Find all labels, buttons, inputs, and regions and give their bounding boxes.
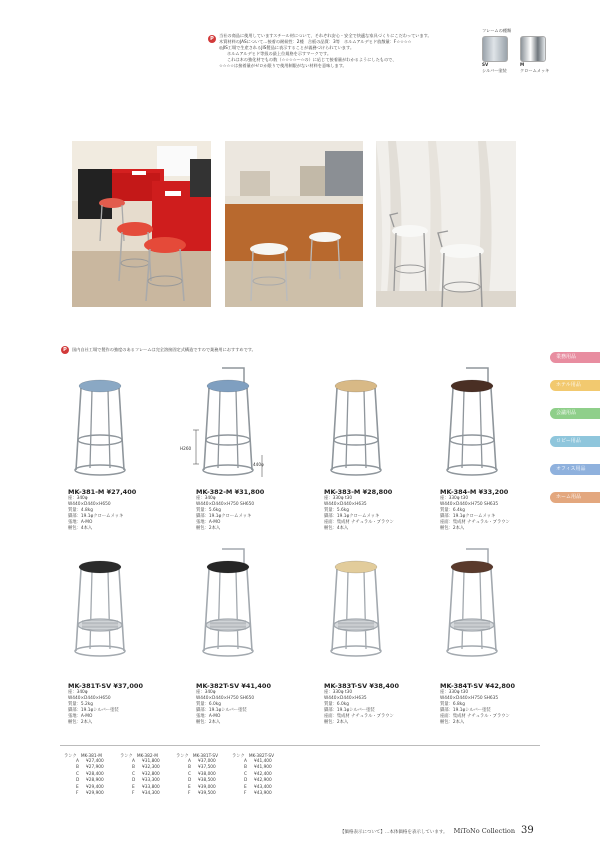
- product-spec: 脚部：19.1φクロームメッキ: [324, 514, 380, 519]
- rank-grade: C: [188, 771, 192, 777]
- product-name: MK-382-M ¥31,800: [196, 488, 265, 496]
- product-spec: 質量：6.0kg: [196, 702, 221, 707]
- product-spec: 座：330φ t30: [440, 496, 469, 501]
- footer: [340, 825, 550, 836]
- rank-model: MK-382T-SV: [248, 754, 275, 759]
- stool-image: [193, 545, 263, 667]
- rank-row: [120, 791, 160, 797]
- rank-model: MK-381T-SV: [192, 754, 219, 759]
- product-spec: 質量：6.8kg: [440, 702, 465, 707]
- rank-grade: D: [76, 778, 80, 784]
- product-spec: 張地：A-MO: [68, 520, 93, 525]
- rank-grade: A: [188, 759, 191, 764]
- product-name: MK-382T-SV ¥41,400: [196, 682, 271, 690]
- product-spec: W440×D440×H650: [68, 696, 111, 701]
- side-tab[interactable]: オフィス用品: [550, 464, 600, 475]
- page-number: 39: [521, 825, 534, 836]
- product-name: MK-383T-SV ¥38,400: [324, 682, 399, 690]
- rank-grade: F: [76, 791, 79, 797]
- rank-price: ¥34,300: [142, 791, 160, 797]
- rank-table: [120, 753, 160, 797]
- note-icon: P: [61, 346, 69, 354]
- product-info: [324, 682, 399, 726]
- rank-divider: [60, 745, 540, 746]
- product-spec: 脚部：19.1φクロームメッキ: [440, 514, 496, 519]
- product-spec: 座：340φ: [196, 690, 216, 695]
- product-spec: 梱包：2本入: [324, 720, 349, 725]
- height-dimension-label: H260: [180, 446, 192, 451]
- rank-price: ¥38,500: [198, 778, 216, 784]
- product-spec: 脚部：19.1φシルバー塗装: [324, 708, 375, 713]
- rank-grade: B: [244, 765, 247, 771]
- product-spec: 座：330φ t30: [440, 690, 469, 695]
- frame-types-title: フレームの種類: [482, 28, 512, 33]
- product-name: MK-384T-SV ¥42,800: [440, 682, 515, 690]
- stool-image: [65, 559, 135, 667]
- rank-price: ¥31,800: [142, 759, 160, 764]
- product-spec: 脚部：19.1φクロームメッキ: [196, 514, 252, 519]
- rank-grade: B: [132, 765, 135, 771]
- product-info: [196, 488, 264, 532]
- product-spec: 座：340φ: [68, 690, 88, 695]
- rank-table: [232, 753, 274, 797]
- product-spec: W440×D440×H635: [324, 502, 367, 507]
- product-spec: 脚部：19.1φシルバー塗装: [68, 708, 119, 713]
- stool-image: [437, 364, 507, 486]
- footer-note: 【価格表示について】…本体価格を表示しています。: [340, 830, 448, 835]
- product-spec: 座面：集成材 ナチュラル・ブラウン: [440, 714, 510, 719]
- rank-model: MK-382-M: [136, 754, 158, 759]
- product-name: MK-383-M ¥28,800: [324, 488, 393, 496]
- rank-price: ¥33,800: [142, 784, 160, 790]
- header-note-line: ☆☆☆☆は接着量がゼロか限りで使用制限がない材料を意味します。: [219, 63, 347, 68]
- product-info: [440, 488, 510, 532]
- side-tab[interactable]: ホーム用品: [550, 492, 600, 503]
- side-tab[interactable]: ロビー用品: [550, 436, 600, 447]
- rank-price: ¥42,400: [254, 771, 272, 777]
- product-spec: 梱包：2本入: [196, 720, 221, 725]
- frame-type-m: [520, 36, 549, 74]
- product-spec: 張地：A-MO: [196, 714, 221, 719]
- product-spec: 質量：5.6kg: [196, 508, 221, 513]
- product-spec: 梱包：2本入: [68, 720, 93, 725]
- rank-price: ¥38,000: [198, 771, 216, 777]
- rank-grade: A: [244, 759, 247, 764]
- rank-model: MK-381-M: [80, 754, 102, 759]
- frame-type-code: M: [520, 62, 525, 67]
- rank-price: ¥27,400: [86, 759, 104, 764]
- product-spec: 梱包：2本入: [196, 526, 221, 531]
- product-spec: 質量：5.2kg: [68, 702, 93, 707]
- stool-image: [65, 378, 135, 486]
- footer-brand: MiToNo Collection: [453, 827, 516, 835]
- side-tabs: [550, 352, 600, 503]
- rank-label: ランク: [64, 754, 77, 759]
- product-spec: W440×D440×H750 SH635: [440, 502, 499, 507]
- header-note-line: ホルムアルデヒド等級の最上位規格を示すマークです。: [227, 51, 332, 56]
- rank-price: ¥29,900: [86, 791, 104, 797]
- product-spec: 梱包：4本入: [68, 526, 93, 531]
- frame-type-code: SV: [482, 62, 489, 67]
- product-spec: 座：330φ t30: [324, 690, 353, 695]
- product-name: MK-384-M ¥33,200: [440, 488, 509, 496]
- product-spec: 脚部：19.1φクロームメッキ: [68, 514, 124, 519]
- rank-grade: D: [188, 778, 192, 784]
- product-spec: 張地：A-MO: [68, 714, 93, 719]
- product-spec: 質量：5.6kg: [324, 508, 349, 513]
- product-spec: 座面：集成材 ナチュラル・ブラウン: [440, 520, 510, 525]
- side-tab[interactable]: ホテル用品: [550, 380, 600, 391]
- header-note-line: 当社の商品に使用していますスチール材について、それぞれ安心・安全で快適な家具づくりにこだわっています。: [219, 33, 432, 38]
- product-name: MK-381-M ¥27,400: [68, 488, 137, 496]
- rank-grade: F: [132, 791, 135, 797]
- rank-price: ¥27,900: [86, 765, 104, 771]
- header-note-line: これは木の強化材でもの数（☆☆☆☆〜☆の）に応じて接着量がわかるようにしたもので、: [227, 57, 397, 62]
- product-spec: 梱包：2本入: [440, 720, 465, 725]
- rank-row: [232, 791, 274, 797]
- header-note: [219, 33, 479, 69]
- rank-price: ¥41,400: [254, 759, 272, 764]
- side-tab[interactable]: 会議用品: [550, 408, 600, 419]
- rank-table: [176, 753, 218, 797]
- rank-grade: C: [76, 771, 80, 777]
- product-spec: 座：340φ: [68, 496, 88, 501]
- photo-fitting-room: [376, 141, 516, 307]
- rank-grade: F: [244, 791, 247, 797]
- rank-label: ランク: [176, 754, 189, 759]
- rank-table: [64, 753, 104, 797]
- product-spec: 梱包：2本入: [440, 526, 465, 531]
- product-spec: W440×D440×H750 SH635: [440, 696, 499, 701]
- rank-price: ¥39,000: [198, 784, 216, 790]
- frame-types: [482, 28, 562, 74]
- photo-salon: [225, 141, 363, 307]
- product-spec: 梱包：4本入: [324, 526, 349, 531]
- product-spec: 張地：A-MO: [196, 520, 221, 525]
- product-spec: 質量：6.0kg: [324, 702, 349, 707]
- stool-image: [437, 545, 507, 667]
- frame-swatch-silver: [482, 36, 508, 62]
- rank-price: ¥28,900: [86, 778, 104, 784]
- width-dimension-label: 440φ: [253, 462, 264, 467]
- rank-grade: F: [188, 791, 191, 797]
- header-note-line: ◎JIS工場で生産されるJIS製品に表示することが義務づけられています。: [219, 45, 355, 50]
- section-note-text: 国内自社工場で製作の強度のあるフレームは完全溶接固定式構造ですので業務用におすすめです。: [72, 347, 256, 352]
- rank-grade: A: [132, 759, 135, 764]
- product-spec: 座：330φ t30: [324, 496, 353, 501]
- product-spec: 質量：6.4kg: [440, 508, 465, 513]
- frame-type-label: クロームメッキ: [520, 68, 550, 73]
- rank-price: ¥32,800: [142, 771, 160, 777]
- rank-grade: D: [244, 778, 248, 784]
- stool-image: [321, 559, 391, 667]
- rank-grade: E: [188, 784, 191, 790]
- rank-price: ¥39,500: [198, 791, 216, 797]
- stool-image: [321, 378, 391, 486]
- product-spec: 座面：集成材 ナチュラル・ブラウン: [324, 714, 394, 719]
- rank-grade: B: [76, 765, 79, 771]
- product-spec: W440×D440×H635: [324, 696, 367, 701]
- note-icon: P: [208, 35, 216, 43]
- product-info: [68, 488, 136, 532]
- rank-label: ランク: [232, 754, 245, 759]
- product-info: [324, 488, 394, 532]
- frame-type-sv: [482, 36, 508, 74]
- product-spec: 脚部：19.1φシルバー塗装: [440, 708, 491, 713]
- product-spec: W440×D440×H750 SH650: [196, 696, 255, 701]
- rank-price: ¥43,900: [254, 791, 272, 797]
- rank-grade: B: [188, 765, 191, 771]
- product-spec: 座面：集成材 ナチュラル・ブラウン: [324, 520, 394, 525]
- rank-grade: E: [76, 784, 79, 790]
- product-info: [440, 682, 515, 726]
- rank-grade: D: [132, 778, 136, 784]
- frame-type-label: シルバー塗装: [482, 68, 507, 73]
- rank-price: ¥29,400: [86, 784, 104, 790]
- rank-price: ¥42,900: [254, 778, 272, 784]
- product-spec: 脚部：19.1φシルバー塗装: [196, 708, 247, 713]
- rank-price: ¥32,300: [142, 765, 160, 771]
- rank-price: ¥28,400: [86, 771, 104, 777]
- rank-price: ¥33,300: [142, 778, 160, 784]
- rank-price: ¥41,900: [254, 765, 272, 771]
- header-note-line: 木質材料のJASについて…接着の耐候性：2種 合板の品質：3等 ホルムアルデヒド放散量：F☆☆☆☆: [219, 39, 412, 44]
- product-spec: 質量：4.8kg: [68, 508, 93, 513]
- rank-grade: E: [244, 784, 247, 790]
- product-spec: W440×D440×H750 SH650: [196, 502, 255, 507]
- product-info: [68, 682, 143, 726]
- product-name: MK-381T-SV ¥37,000: [68, 682, 143, 690]
- rank-row: [176, 791, 218, 797]
- stool-image: [193, 364, 263, 486]
- rank-row: [64, 791, 104, 797]
- rank-label: ランク: [120, 754, 133, 759]
- photo-restaurant: [72, 141, 211, 307]
- frame-swatch-chrome: [520, 36, 546, 62]
- rank-grade: A: [76, 759, 79, 764]
- rank-grade: C: [244, 771, 248, 777]
- rank-grade: C: [132, 771, 136, 777]
- side-tab[interactable]: 業務用品: [550, 352, 600, 363]
- rank-price: ¥37,500: [198, 765, 216, 771]
- rank-price: ¥37,000: [198, 759, 216, 764]
- rank-price: ¥43,400: [254, 784, 272, 790]
- rank-grade: E: [132, 784, 135, 790]
- product-spec: W440×D440×H650: [68, 502, 111, 507]
- product-spec: 座：340φ: [196, 496, 216, 501]
- product-info: [196, 682, 271, 726]
